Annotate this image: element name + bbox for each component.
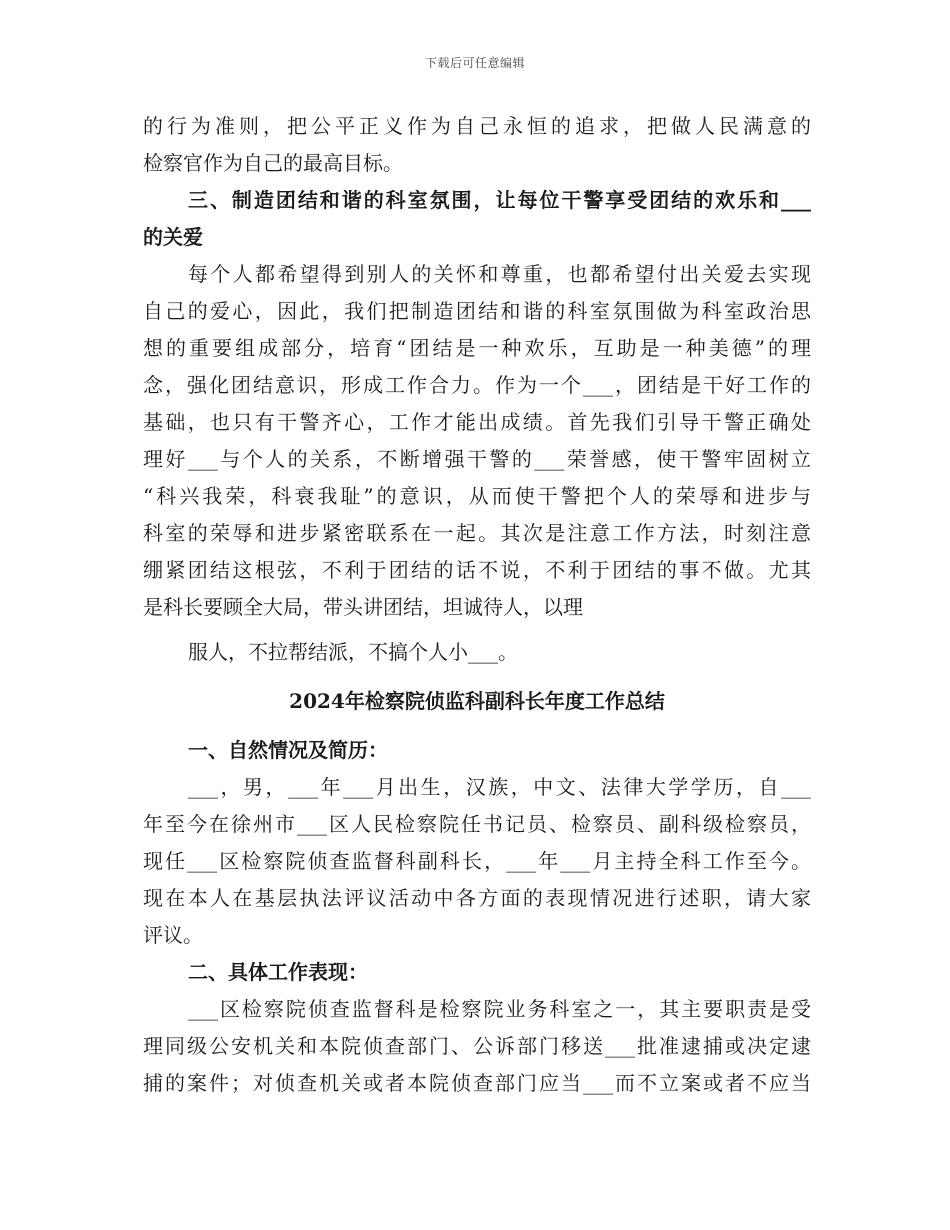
section-heading-3: 三、制造团结和谐的科室氛围，让每位干警享受团结的欢乐和___ [188,188,811,212]
paragraph-line: 自己的爱心，因此，我们把制造团结和谐的科室氛围做为科室政治思 [143,299,811,323]
section-heading-2: 二、具体工作表现： [188,960,368,984]
paragraph-line: 年至今在徐州市___区人民检察院任书记员、检察员、副科级检察员， [143,812,811,836]
section-heading-1: 一、自然情况及简历： [188,738,388,762]
paragraph-line: 绷紧团结这根弦，不利于团结的话不说，不利于团结的事不做。尤其 [143,558,811,582]
document-body [143,108,811,1102]
paragraph-line: 基础，也只有干警齐心，工作才能出成绩。首先我们引导干警正确处 [143,410,811,434]
paragraph-line: 科室的荣辱和进步紧密联系在一起。其次是注意工作方法，时刻注意 [143,521,811,545]
paragraph-line: 评议。 [143,923,203,947]
paragraph-line: 捕的案件；对侦查机关或者本院侦查部门应当___而不立案或者不应当 [143,1071,811,1095]
paragraph-line: 想的重要组成部分，培育“团结是一种欢乐，互助是一种美德”的理 [143,336,811,360]
paragraph-line: ___区检察院侦查监督科是检察院业务科室之一，其主要职责是受 [188,997,811,1021]
document-title: 2024年检察院侦监科副科长年度工作总结 [289,689,665,713]
paragraph-line: 现在本人在基层执法评议活动中各方面的表现情况进行述职，请大家 [143,886,811,910]
paragraph-line: 理好___与个人的关系，不断增强干警的___荣誉感，使干警牢固树立 [143,447,811,471]
paragraph-line: 检察官作为自己的最高目标。 [143,151,403,175]
page-header: 下载后可任意编辑 [424,56,525,70]
paragraph-line: 念，强化团结意识，形成工作合力。作为一个___，团结是干好工作的 [143,373,811,397]
paragraph-line: 服人，不拉帮结派，不搞个人小___。 [188,640,518,664]
paragraph-line: 是科长要顾全大局，带头讲团结，坦诚待人，以理 [143,595,583,619]
paragraph-line: 的行为准则，把公平正义作为自己永恒的追求，把做人民满意的 [143,114,811,138]
paragraph-line: ___，男，___年___月出生，汉族，中文、法律大学学历，自___ [188,775,811,799]
section-heading-3-continued: 的关爱 [143,225,203,249]
paragraph-line: 现任___区检察院侦查监督科副科长，___年___月主持全科工作至今。 [143,849,811,873]
paragraph-line: 理同级公安机关和本院侦查部门、公诉部门移送___批准逮捕或决定逮 [143,1034,811,1058]
paragraph-line: “科兴我荣，科衰我耻”的意识，从而使干警把个人的荣辱和进步与 [143,484,811,508]
paragraph-line: 每个人都希望得到别人的关怀和尊重，也都希望付出关爱去实现 [188,262,811,286]
